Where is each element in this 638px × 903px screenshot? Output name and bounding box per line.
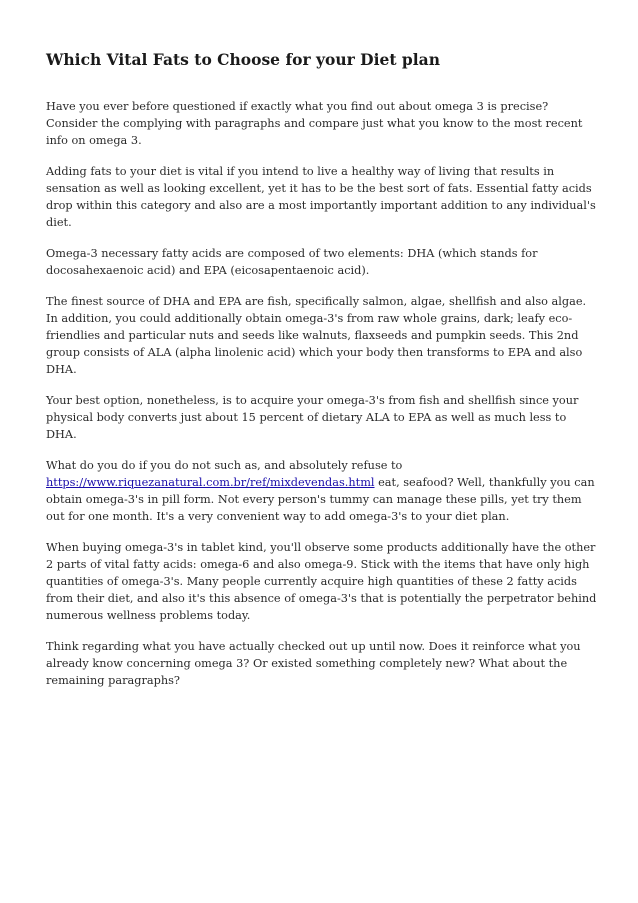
paragraph-sources: The finest source of DHA and EPA are fish, specifically salmon, algae, shellfish and also algae. In addition, you could additionally obtain omega-3's from raw whole grains, dark; leafy eco-friendlies and particular nuts and seeds like walnuts, flaxseeds and pumpkin seeds. This 2nd group consists of ALA (alpha linolenic acid) which your body then transforms to EPA and also DHA. (46, 295, 587, 376)
paragraph-pills-rest: eat, seafood? Well, thankfully you can obtain omega-3's in pill form. Not every person's tummy can manage these pills, yet try them out for one month. It's a very convenient way to add omega-3's to your diet plan. (46, 476, 595, 523)
paragraph-best-option: Your best option, nonetheless, is to acquire your omega-3's from fish and shellfish since your physical body converts just about 15 percent of dietary ALA to EPA as well as much less to DHA. (46, 394, 579, 441)
paragraph-omega3-elements: Omega-3 necessary fatty acids are composed of two elements: DHA (which stands for docosahexaenoic acid) and EPA (eicosapentaenoic acid). (46, 247, 538, 277)
paragraph-closing: Think regarding what you have actually checked out up until now. Does it reinforce what you already know concerning omega 3? Or existed something completely new? What about the remaining paragraphs? (46, 640, 581, 687)
page-title: Which Vital Fats to Choose for your Diet plan (46, 50, 440, 69)
paragraph-fats: Adding fats to your diet is vital if you intend to live a healthy way of living that results in sensation as well as looking excellent, yet it has to be the best sort of fats. Essential fatty acids drop within this category and also are a most importantly important addition to any individual's diet. (46, 165, 596, 229)
paragraph-tablets: When buying omega-3's in tablet kind, you'll observe some products additionally have the other 2 parts of vital fatty acids: omega-6 and also omega-9. Stick with the items that have only high quantities of omega-3's. Many people currently acquire high quantities of these 2 fatty acids from their diet, and also it's this absence of omega-3's that is potentially the perpetrator behind numerous wellness problems today. (46, 541, 597, 622)
paragraph-pills-lead: What do you do if you do not such as, and absolutely refuse to (46, 459, 403, 472)
external-link[interactable]: https://www.riquezanatural.com.br/ref/mixdevendas.html (46, 476, 375, 489)
document-page (46, 49, 598, 703)
paragraph-pills (46, 457, 598, 525)
paragraph-intro: Have you ever before questioned if exactly what you find out about omega 3 is precise? Consider the complying with paragraphs and compare just what you know to the most recent info on omega 3. (46, 100, 583, 147)
